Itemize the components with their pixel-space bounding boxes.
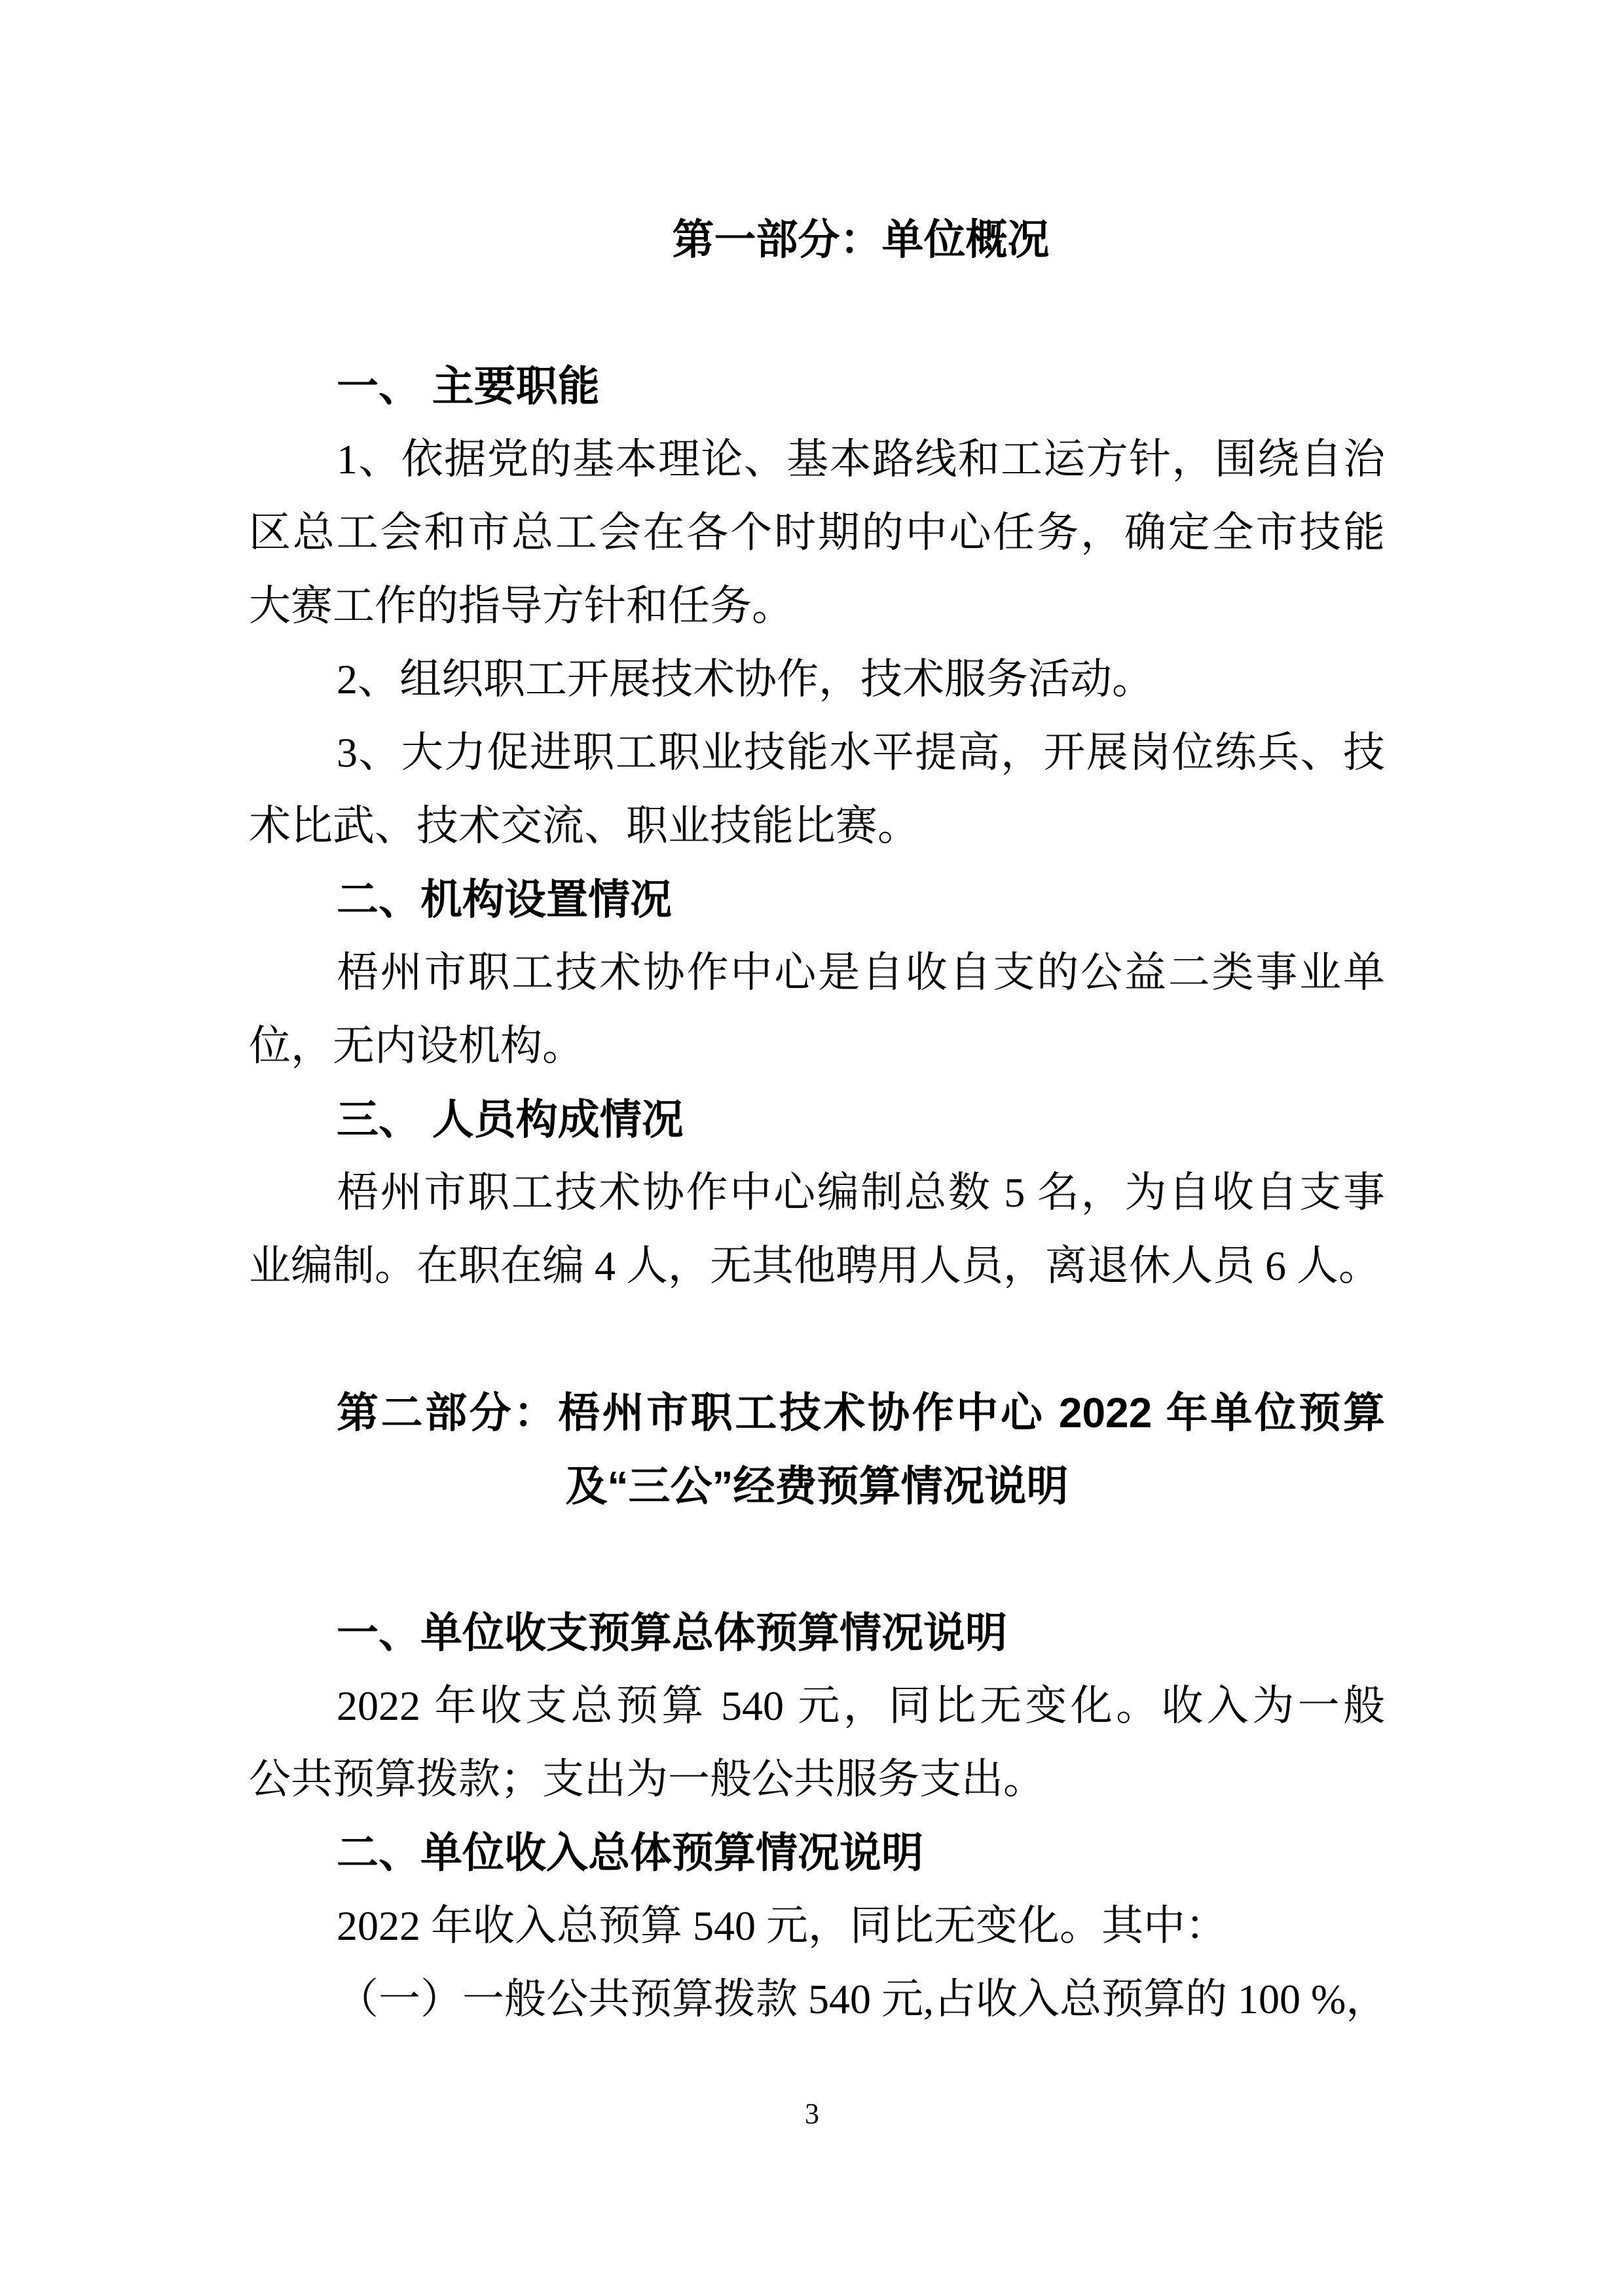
part1-p3-line1: 3、大力促进职工职业技能水平提高，开展岗位练兵、技 [337, 729, 1385, 776]
part2-heading-2: 二、单位收入总体预算情况说明 [337, 1829, 923, 1876]
part1-p3-line2: 术比武、技术交流、职业技能比赛。 [249, 803, 919, 849]
page-number: 3 [805, 2098, 819, 2130]
part2-title-line2: 及“三公”经费预算情况说明 [565, 1463, 1069, 1510]
spacer-2 [249, 1303, 1385, 1376]
part1-heading-1: 一、 主要职能 [337, 363, 600, 410]
part2-heading-1: 一、单位收支预算总体预算情况说明 [337, 1609, 1007, 1656]
part1-p5-line1: 梧州市职工技术协作中心编制总数 5 名，为自收自支事 [337, 1169, 1385, 1216]
part1-p4-line1: 梧州市职工技术协作中心是自收自支的公益二类事业单 [337, 949, 1385, 996]
part2-p1-line1: 2022 年收支总预算 540 元，同比无变化。收入为一般 [337, 1683, 1385, 1729]
part1-p2-line1: 2、组织职工开展技术协作，技术服务活动。 [337, 656, 1154, 702]
part2-p2-line1: 2022 年收入总预算 540 元，同比无变化。其中： [337, 1903, 1227, 1949]
part1-p5-line2: 业编制。在职在编 4 人，无其他聘用人员，离退休人员 6 人。 [249, 1243, 1380, 1289]
part1-p1-line2: 区总工会和市总工会在各个时期的中心任务，确定全市技能 [249, 509, 1385, 556]
part1-heading-2: 二、机构设置情况 [337, 876, 672, 923]
part1-p1-line3: 大赛工作的指导方针和任务。 [249, 583, 794, 629]
part2-p3-line1: （一）一般公共预算拨款 540 元,占收入总预算的 100 %， [337, 1976, 1388, 2022]
spacer-3 [249, 1523, 1385, 1596]
part1-p1-line1: 1、依据党的基本理论、基本路线和工运方针，围绕自治 [337, 436, 1385, 483]
part2-p1-line2: 公共预算拨款；支出为一般公共服务支出。 [249, 1756, 1045, 1802]
part1-heading-3: 三、 人员构成情况 [337, 1096, 684, 1143]
spacer-1 [249, 276, 1385, 350]
part2-title-line1: 第二部分：梧州市职工技术协作中心 2022 年单位预算 [337, 1389, 1385, 1436]
part1-p4-line2: 位，无内设机构。 [249, 1023, 584, 1069]
part1-title: 第一部分：单位概况 [672, 216, 1050, 263]
document-lines [249, 203, 1388, 2036]
